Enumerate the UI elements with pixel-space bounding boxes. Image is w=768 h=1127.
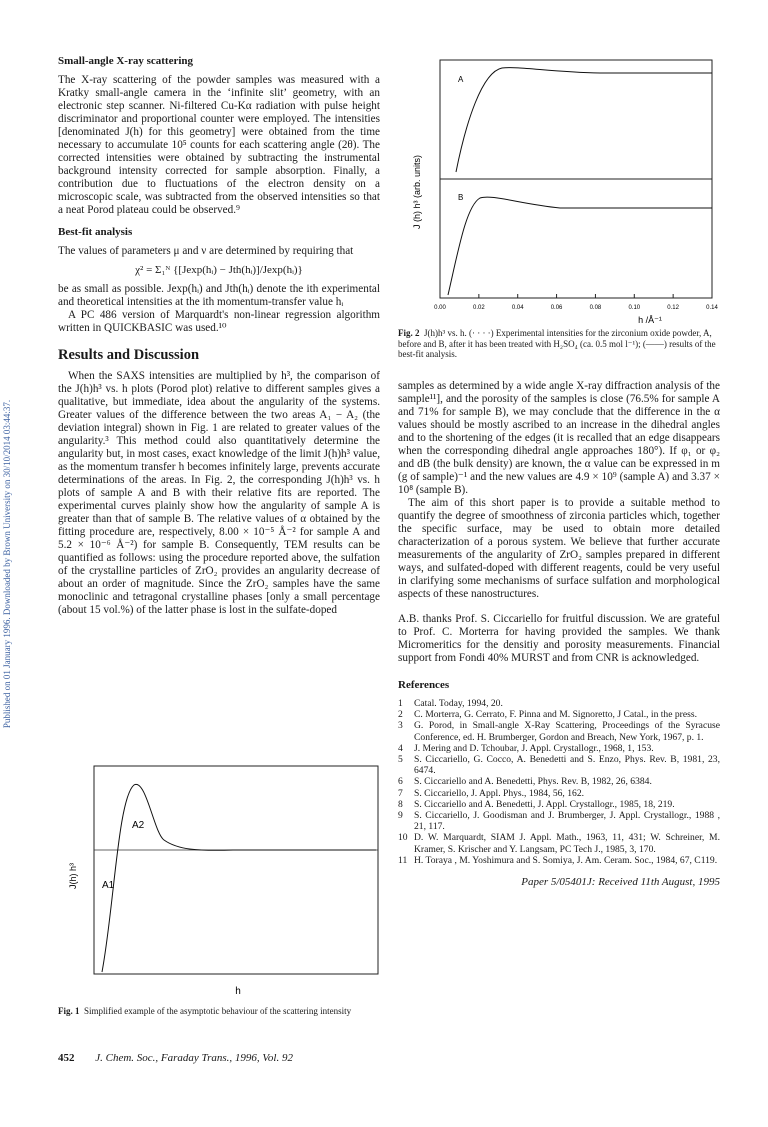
figure-1 xyxy=(58,758,388,1020)
fig1-xlabel: h xyxy=(235,986,241,997)
fig1-caption-label: Fig. 1 xyxy=(58,1006,80,1016)
fig1-curve xyxy=(102,784,376,972)
figure-1-plot xyxy=(58,758,388,1020)
reference-number: 10 xyxy=(398,832,408,844)
paragraph-results: When the SAXS intensities are multiplied by h³, the comparison of the J(h)h³ vs. h plots (Porod plot) relative to different samples gives a qualitative, but immediate, idea about the angularity of the systems. Greater values of the difference between the two areas A₁ − A₂ (the deviation integral) shown in Fig. 1 are related to greater values of the angularity.³ This method could also quantitatively determine the angularity but, in most cases, exact knowledge of the limit J(h)h³ value, as the momentum transfer h becomes infinitely large, prevents accurate determinations of the areas. In Fig. 2, the corresponding J(h)h³ vs. h plots of sample A and B with their relative fits are reported. The experimental curves plainly show how the angularity of sample A is greater than that of sample B. The relative values of α obtained by the fitting procedure are, respectively, 8.00 × 10⁻⁵ Å⁻² for sample A and 5.2 × 10⁻⁶ Å⁻²) for sample B. Consequently, TEM results can be quantified as follows: using the procedure reported above, the sulfation of the crystalline particles of ZrO₂ provides an angularity decrease of about an order of magnitude. Since the ZrO₂ samples have the same monoclinic and tetragonal crystalline phases [only a small percentage (about 15 vol.%) of the latter phase is lost in the sulfate-doped xyxy=(58,370,380,616)
paper-received: Paper 5/05401J: Received 11th August, 1995 xyxy=(521,876,720,889)
equation-chi-square: χ² = Σ₁ᴺ {[Jexp(hᵢ) − Jth(hᵢ)]/Jexp(hᵢ)} xyxy=(135,264,303,276)
reference-text: J. Mering and D. Tchoubar, J. Appl. Crystallogr., 1968, 1, 153. xyxy=(414,742,654,754)
figure-1-caption xyxy=(58,1006,383,1017)
reference-number: 8 xyxy=(398,798,403,810)
download-watermark xyxy=(0,0,14,1127)
left-column xyxy=(58,55,380,617)
watermark-text: Published on 01 January 1996. Downloaded by Brown University on 30/10/2014 03:44:37. xyxy=(2,399,12,728)
fig2-panel-b-label: B xyxy=(458,193,464,202)
references-list xyxy=(398,698,720,866)
reference-text: D. W. Marquardt, SIAM J. Appl. Math., 1963, 11, 431; W. Schreiner, M. Kramer, S. Krischer and Y. Langsam, PC Tech J., 1985, 3, 170. xyxy=(414,832,720,855)
reference-text: S. Ciccariello, G. Cocco, A. Benedetti and S. Enzo, Phys. Rev. B, 1981, 23, 6474. xyxy=(414,754,720,777)
figure-2 xyxy=(400,52,720,330)
reference-text: S. Ciccariello and A. Benedetti, J. Appl. Crystallogr., 1985, 18, 219. xyxy=(414,798,675,810)
fig1-ylabel: J(h) h³ xyxy=(68,862,78,890)
references-heading: References xyxy=(398,679,450,691)
figure-2-caption xyxy=(398,328,720,360)
fig2-curve-a xyxy=(456,68,712,172)
reference-number: 6 xyxy=(398,776,403,788)
reference-number: 7 xyxy=(398,787,403,799)
reference-number: 11 xyxy=(398,854,408,866)
right-column xyxy=(398,380,720,889)
reference-number: 3 xyxy=(398,720,403,732)
reference-text: S. Ciccariello, J. Appl. Phys., 1984, 56, 162. xyxy=(414,787,585,799)
section-heading-bestfit: Best-fit analysis xyxy=(58,226,133,238)
reference-text: S. Ciccariello and A. Benedetti, Phys. Rev. B, 1982, 26, 6384. xyxy=(414,776,652,788)
fig1-label-a2: A2 xyxy=(132,820,145,831)
paragraph-aim: The aim of this short paper is to provide a suitable method to quantify the degree of smoothness of zirconia particles which, together the specific surface, may be used to obtain more detailed characterization of a porous system. We believe that further accurate measurements of the angularity of ZrO₂ samples prepared in different ways, and sulfated-doped with different reagents, could be very useful in clarifying some mechanisms of surface sulfation and morphological aspects of these nanostructures. xyxy=(398,497,720,600)
fig1-label-a1: A1 xyxy=(102,880,115,891)
acknowledgement: A.B. thanks Prof. S. Ciccariello for fruitful discussion. We are grateful to Prof. C. Morterra for having provided the samples. We thank Micromeritics for the densitiy and porosity measurements. Financial support from Fondi 40% MURST and from CNR is acknowledged. xyxy=(398,613,720,664)
fig1-frame xyxy=(94,766,378,974)
reference-number: 4 xyxy=(398,742,403,754)
figure-2-plot xyxy=(400,52,720,330)
fig2-caption-label: Fig. 2 xyxy=(398,328,420,338)
reference-item xyxy=(398,776,720,787)
paragraph-right-continued: samples as determined by a wide angle X-ray diffraction analysis of the sample¹¹], and the porosity of the samples is close (76.5% for sample A and 71% for sample B), we may conclude that the difference in the α values should be mostly ascribed to an increase in the dihedral angles and to the shortening of the edges (it is recalled that an edge disappears when the corresponding dihedral angle approaches 180°). If φ₁ or φ₂ and dB (the bulk density) are known, the α value can be expressed in m (g of sample)⁻¹ and the new values are 4.9 × 10⁹ (sample A) and 3.37 × 10⁸ (sample B). xyxy=(398,380,720,496)
paragraph-marquardt: A PC 486 version of Marquardt's non-linear regression algorithm written in QUICKBASIC was used.¹⁰ xyxy=(58,309,380,334)
reference-number: 1 xyxy=(398,698,403,709)
reference-item xyxy=(398,743,720,754)
reference-item xyxy=(398,832,720,854)
fig2-tick-label: 0.14 xyxy=(706,305,718,311)
reference-item xyxy=(398,855,720,866)
reference-text: C. Morterra, G. Cerrato, F. Pinna and M. Signoretto, J Catal., in the press. xyxy=(414,709,698,721)
page-footer xyxy=(58,1052,293,1064)
reference-text: Catal. Today, 1994, 20. xyxy=(414,698,503,709)
fig2-tick-label: 0.04 xyxy=(511,305,524,311)
reference-item xyxy=(398,788,720,799)
fig2-tick-label: 0.10 xyxy=(628,305,641,311)
fig1-caption-text: Simplified example of the asymptotic behaviour of the scattering intensity xyxy=(84,1006,352,1016)
fig2-tick-label: 0.08 xyxy=(589,305,602,311)
reference-text: H. Toraya , M. Yoshimura and S. Somiya, J. Am. Ceram. Soc., 1984, 67, C119. xyxy=(414,854,718,866)
page-number: 452 xyxy=(58,1052,75,1064)
section-heading-results: Results and Discussion xyxy=(58,347,200,363)
fig2-tick-label: 0.02 xyxy=(473,305,485,311)
reference-text: S. Ciccariello, J. Goodisman and J. Brumberger, J. Appl. Crystallogr., 1988 , 21, 117. xyxy=(414,810,720,833)
paragraph-saxs: The X-ray scattering of the powder samples was measured with a Kratky small-angle camera in the ‘infinite slit’ geometry, with an electronic step scanner. Ni-filtered Cu-Kα radiation with pulse height discriminator and proportional counter were employed. The intensities [denominated J(h) for this geometry] were obtained from the time necessary to accumulate 10⁵ counts for each scattering angle (2θ). The corrected intensities were obtained by subtracting the instrumental background intensity corrected for sample absorption. Finally, a contribution due to fluctuations of the electron density on a microscopic scale, was subtracted from the observed intensities so that a neat Porod plateau could be observed.⁹ xyxy=(58,74,380,216)
reference-number: 9 xyxy=(398,810,403,822)
fig2-tick-label: 0.06 xyxy=(550,305,563,311)
journal-citation: J. Chem. Soc., Faraday Trans., 1996, Vol. 92 xyxy=(95,1052,293,1064)
fig2-curve-b xyxy=(448,197,712,295)
reference-item xyxy=(398,709,720,720)
reference-item xyxy=(398,720,720,742)
reference-item xyxy=(398,754,720,776)
fig2-tick-label: 0.00 xyxy=(434,305,446,311)
section-heading-saxs: Small-angle X-ray scattering xyxy=(58,55,194,67)
reference-item xyxy=(398,698,720,709)
fig2-panel-a-label: A xyxy=(458,75,464,84)
reference-item xyxy=(398,810,720,832)
reference-number: 2 xyxy=(398,709,403,721)
fig2-caption-text: J(h)h³ vs. h. (· · · ·) Experimental intensities for the zirconium oxide powder, A, before and B, after it has been treated with H₂SO₄ (ca. 0.5 mol l⁻¹); (——) results of the best-fit analysis. xyxy=(398,328,716,359)
reference-number: 5 xyxy=(398,754,403,766)
fig2-xlabel: h /Å⁻¹ xyxy=(638,315,662,325)
reference-text: G. Porod, in Small-angle X-Ray Scattering, Proceedings of the Syracuse Conference, ed. H. Brumberger, Gordon and Breach, New York, 1967, p. 1. xyxy=(414,720,720,743)
fig2-ylabel: J (h) h³ (arb. units) xyxy=(412,154,422,230)
paragraph-bestfit-def: be as small as possible. Jexp(hᵢ) and Jth(hᵢ) denote the ith experimental and theoretical intensities at the ith momentum-transfer value hᵢ xyxy=(58,283,380,308)
fig2-tick-label: 0.12 xyxy=(667,305,679,311)
reference-item xyxy=(398,799,720,810)
paragraph-bestfit-intro: The values of parameters μ and ν are determined by requiring that xyxy=(58,245,354,257)
